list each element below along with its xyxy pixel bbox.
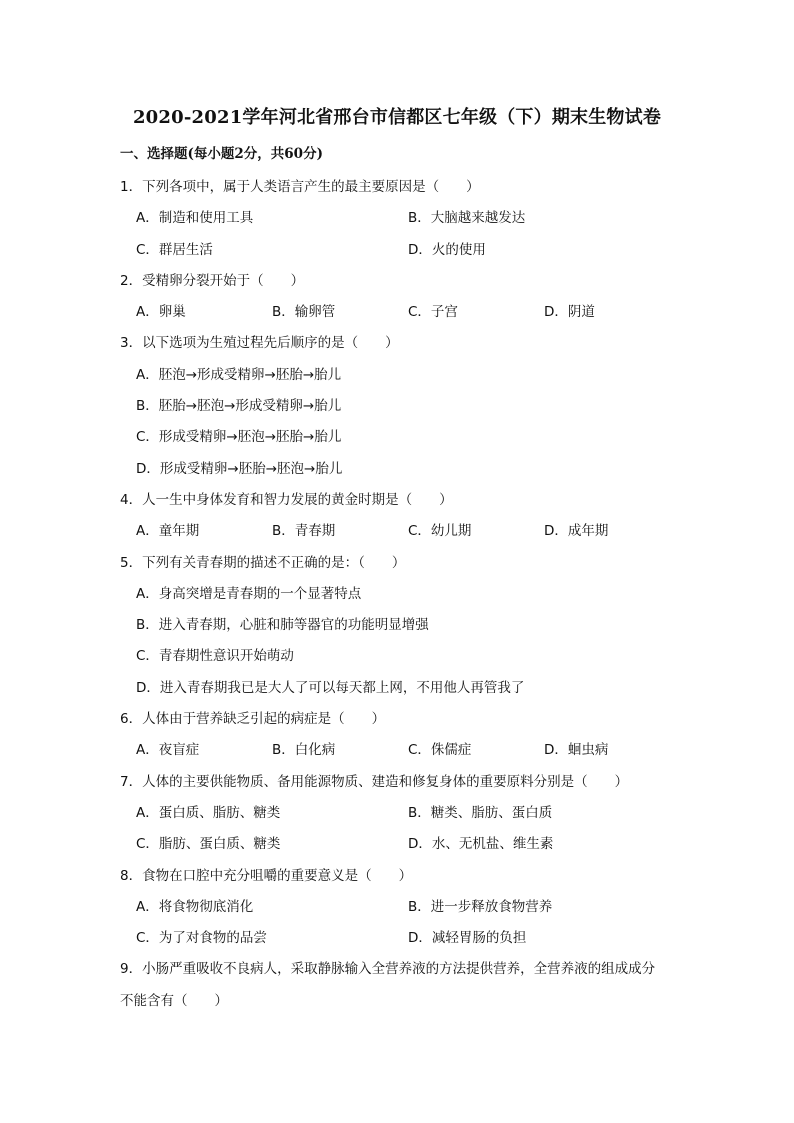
question-stem [120,704,680,735]
question-7-stem: 7．人体的主要供能物质、备用能源物质、建造和修复身体的重要原料分别是（ ） [120,773,629,790]
question-2-option-d: D．阴道 [544,304,595,321]
question-list [120,172,680,1017]
question-8-option-a: A．将食物彻底消化 [136,898,254,915]
question-8-stem: 8．食物在口腔中充分咀嚼的重要意义是（ ） [120,867,413,884]
question-5-option-d: D．进入青春期我已是大人了可以每天都上网，不用他人再管我了 [136,679,525,696]
question-8-option-b: B．进一步释放食物营养 [408,898,553,915]
question-6-option-c: C．侏儒症 [408,742,472,759]
question-stem [120,954,680,985]
question-5-option-b: B．进入青春期，心脏和肺等器官的功能明显增强 [136,617,429,634]
question-1-option-c: C．群居生活 [136,241,213,258]
question-stem [120,548,680,579]
question-6-option-d: D．蛔虫病 [544,742,609,759]
option-row [120,735,680,766]
question-stem [120,172,680,203]
question-2-option-c: C．子宫 [408,304,458,321]
option-row [120,235,680,266]
question-6-stem: 6．人体由于营养缺乏引起的病症是（ ） [120,711,386,728]
question-2-option-a: A．卵巢 [136,304,186,321]
question-9-stem: 9．小肠严重吸收不良病人，采取静脉输入全营养液的方法提供营养，全营养液的组成成分 [120,961,656,978]
question-1-option-b: B．大脑越来越发达 [408,210,526,227]
option-row [120,923,680,954]
question-8-option-c: C．为了对食物的品尝 [136,930,267,947]
question-6-option-b: B．白化病 [272,742,336,759]
option-row [120,516,680,547]
question-7-option-b: B．糖类、脂肪、蛋白质 [408,804,553,821]
question-3-option-a: A．胚泡→形成受精卵→胚胎→胎儿 [136,366,342,383]
question-stem [120,328,680,359]
question-5-option-a: A．身高突增是青春期的一个显著特点 [136,585,362,602]
question-stem [120,266,680,297]
question-3-option-c: C．形成受精卵→胚泡→胚胎→胎儿 [136,429,342,446]
question-9-stem-continued: 不能含有（ ） [120,992,228,1009]
question-4-option-b: B．青春期 [272,523,336,540]
question-1-stem: 1．下列各项中，属于人类语言产生的最主要原因是（ ） [120,179,480,195]
question-stem [120,485,680,516]
question-3-option-d: D．形成受精卵→胚胎→胚泡→胎儿 [136,460,343,477]
question-7-option-c: C．脂肪、蛋白质、糖类 [136,836,281,853]
question-2-stem: 2．受精卵分裂开始于（ ） [120,272,305,289]
question-1-option-a: A．制造和使用工具 [136,210,254,227]
question-4-stem: 4．人一生中身体发育和智力发展的黄金时期是（ ） [120,491,453,508]
page-title: 2020-2021学年河北省邢台市信都区七年级（下）期末生物试卷 [132,107,662,128]
option-row [120,798,680,829]
section-heading: 一、选择题(每小题2分，共60分) [120,146,323,162]
question-6-option-a: A．夜盲症 [136,742,200,759]
question-stem [120,861,680,892]
option-row [120,297,680,328]
question-3-stem: 3．以下选项为生殖过程先后顺序的是（ ） [120,335,399,352]
option-row [120,203,680,234]
question-1-option-d: D．火的使用 [408,241,486,258]
question-2-option-b: B．输卵管 [272,304,336,321]
question-4-option-a: A．童年期 [136,523,200,540]
question-4-option-c: C．幼儿期 [408,523,472,540]
question-7-option-a: A．蛋白质、脂肪、糖类 [136,804,281,821]
option-row [120,829,680,860]
question-5-option-c: C．青春期性意识开始萌动 [136,648,294,665]
question-5-stem: 5．下列有关青春期的描述不正确的是：（ ） [120,554,406,571]
question-stem [120,767,680,798]
option-row [120,892,680,923]
question-4-option-d: D．成年期 [544,523,609,540]
question-8-option-d: D．减轻胃肠的负担 [408,930,527,947]
question-7-option-d: D．水、无机盐、维生素 [408,836,554,853]
question-3-option-b: B．胚胎→胚泡→形成受精卵→胎儿 [136,398,342,415]
